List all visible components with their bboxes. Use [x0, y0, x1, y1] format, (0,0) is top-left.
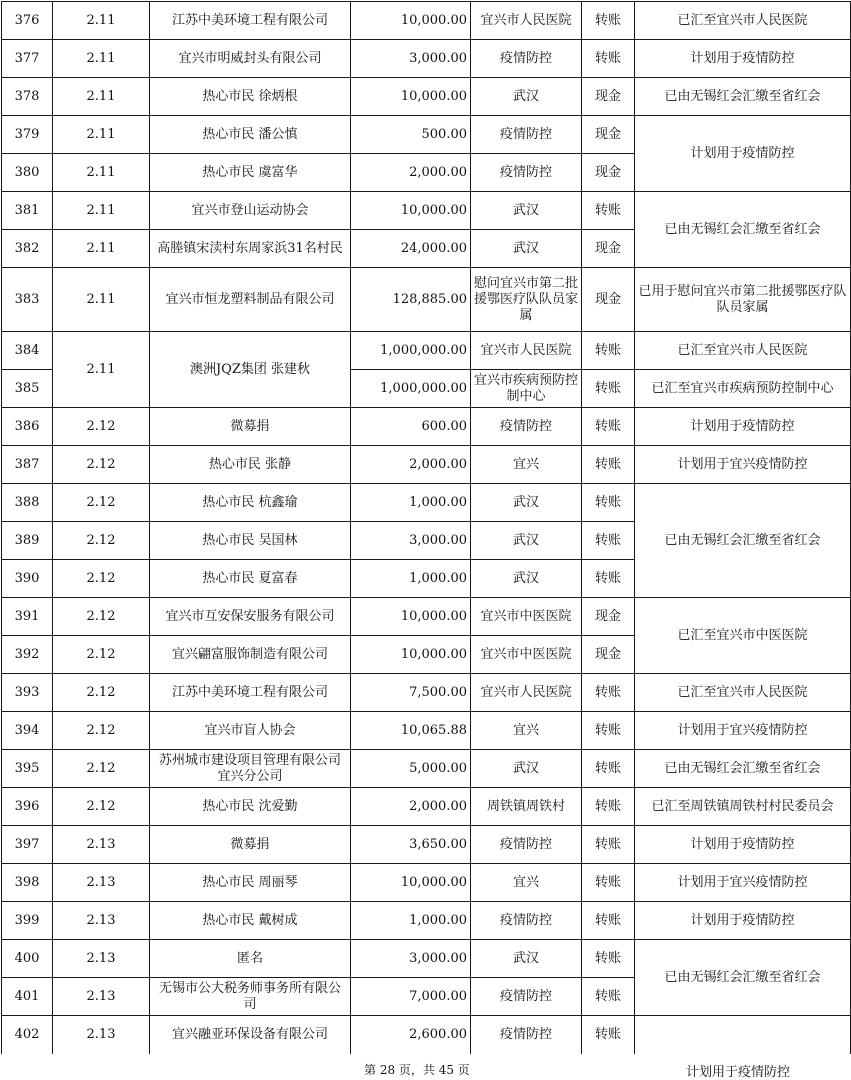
row-purpose: 慰问宜兴市第二批援鄂医疗队队员家属 [471, 268, 582, 332]
row-note: 已由无锡红会汇缴至省红会 [635, 750, 851, 788]
row-purpose: 宜兴 [471, 446, 582, 484]
row-number: 386 [2, 408, 53, 446]
row-method: 转账 [582, 940, 635, 978]
row-method: 转账 [582, 522, 635, 560]
row-amount: 3,000.00 [351, 522, 471, 560]
row-number: 395 [2, 750, 53, 788]
row-method: 转账 [582, 864, 635, 902]
row-amount: 10,000.00 [351, 192, 471, 230]
row-purpose: 宜兴 [471, 712, 582, 750]
row-method: 现金 [582, 268, 635, 332]
row-method: 转账 [582, 750, 635, 788]
row-donor: 匿名 [150, 940, 351, 978]
row-amount: 7,500.00 [351, 674, 471, 712]
row-date: 2.12 [53, 560, 150, 598]
row-amount: 600.00 [351, 408, 471, 446]
row-method: 转账 [582, 788, 635, 826]
row-date: 2.12 [53, 636, 150, 674]
row-method: 转账 [582, 2, 635, 40]
row-number: 377 [2, 40, 53, 78]
row-amount: 128,885.00 [351, 268, 471, 332]
row-date: 2.11 [53, 78, 150, 116]
row-date: 2.11 [53, 192, 150, 230]
row-purpose: 宜兴市人民医院 [471, 2, 582, 40]
row-donor: 热心市民 沈爱勤 [150, 788, 351, 826]
row-donor: 宜兴市恒龙塑料制品有限公司 [150, 268, 351, 332]
row-method: 现金 [582, 636, 635, 674]
row-note: 计划用于宜兴疫情防控 [635, 446, 851, 484]
row-purpose: 武汉 [471, 750, 582, 788]
table-row [2, 598, 851, 636]
row-method: 转账 [582, 484, 635, 522]
row-donor: 无锡市公大税务师事务所有限公司 [150, 978, 351, 1016]
row-amount: 10,000.00 [351, 636, 471, 674]
row-number: 402 [2, 1016, 53, 1054]
row-note: 已汇至宜兴市疾病预防控制中心 [635, 370, 851, 408]
table-row [2, 484, 851, 522]
row-number: 400 [2, 940, 53, 978]
table-row [2, 78, 851, 116]
row-note: 计划用于宜兴疫情防控 [635, 712, 851, 750]
row-note: 计划用于疫情防控 [635, 116, 851, 192]
row-method: 现金 [582, 230, 635, 268]
row-number: 381 [2, 192, 53, 230]
row-date: 2.11 [53, 230, 150, 268]
row-number: 394 [2, 712, 53, 750]
row-method: 现金 [582, 598, 635, 636]
row-purpose: 周铁镇周铁村 [471, 788, 582, 826]
row-donor: 高塍镇宋渎村东周家浜31名村民 [150, 230, 351, 268]
row-note: 计划用于疫情防控 [686, 1065, 791, 1080]
row-amount: 2,000.00 [351, 788, 471, 826]
row-date: 2.13 [53, 978, 150, 1016]
table-row [2, 192, 851, 230]
row-date: 2.12 [53, 484, 150, 522]
row-amount: 10,000.00 [351, 864, 471, 902]
row-note: 已由无锡红会汇缴至省红会 [635, 940, 851, 1016]
row-amount: 2,000.00 [351, 446, 471, 484]
row-purpose: 疫情防控 [471, 902, 582, 940]
row-note: 计划用于宜兴疫情防控 [635, 864, 851, 902]
row-method: 转账 [582, 826, 635, 864]
row-amount: 10,000.00 [351, 598, 471, 636]
row-note: 已汇至周铁镇周铁村村民委员会 [635, 788, 851, 826]
row-amount: 10,065.88 [351, 712, 471, 750]
row-note: 已汇至宜兴市中医医院 [635, 598, 851, 674]
row-purpose: 疫情防控 [471, 40, 582, 78]
row-number: 376 [2, 2, 53, 40]
row-note: 计划用于疫情防控 [635, 40, 851, 78]
row-purpose: 疫情防控 [471, 978, 582, 1016]
row-amount: 1,000,000.00 [351, 370, 471, 408]
row-number: 397 [2, 826, 53, 864]
row-purpose: 疫情防控 [471, 408, 582, 446]
row-method: 转账 [582, 1016, 635, 1054]
row-amount: 1,000.00 [351, 902, 471, 940]
row-donor: 热心市民 杭鑫瑜 [150, 484, 351, 522]
row-donor: 宜兴市登山运动协会 [150, 192, 351, 230]
row-note: 已汇至宜兴市人民医院 [635, 2, 851, 40]
donation-table [1, 1, 851, 1054]
row-date: 2.12 [53, 750, 150, 788]
table-row [2, 332, 851, 370]
row-donor: 江苏中美环境工程有限公司 [150, 2, 351, 40]
row-date: 2.12 [53, 712, 150, 750]
row-amount: 1,000.00 [351, 484, 471, 522]
row-note: 已汇至宜兴市人民医院 [635, 332, 851, 370]
row-amount: 3,000.00 [351, 940, 471, 978]
row-date: 2.12 [53, 446, 150, 484]
row-purpose: 宜兴市疾病预防控制中心 [471, 370, 582, 408]
row-purpose: 疫情防控 [471, 116, 582, 154]
row-number: 383 [2, 268, 53, 332]
row-number: 398 [2, 864, 53, 902]
row-number: 385 [2, 370, 53, 408]
row-number: 396 [2, 788, 53, 826]
row-amount: 1,000,000.00 [351, 332, 471, 370]
row-note: 已用于慰问宜兴市第二批援鄂医疗队队员家属 [635, 268, 851, 332]
row-method: 现金 [582, 154, 635, 192]
row-amount: 3,000.00 [351, 40, 471, 78]
row-date: 2.13 [53, 826, 150, 864]
row-donor: 热心市民 徐炳根 [150, 78, 351, 116]
row-note: 已由无锡红会汇缴至省红会 [635, 192, 851, 268]
row-method: 现金 [582, 116, 635, 154]
row-note: 已由无锡红会汇缴至省红会 [635, 484, 851, 598]
row-donor: 宜兴市明威封头有限公司 [150, 40, 351, 78]
row-method: 转账 [582, 674, 635, 712]
row-number: 382 [2, 230, 53, 268]
row-number: 393 [2, 674, 53, 712]
row-date: 2.11 [53, 2, 150, 40]
row-number: 389 [2, 522, 53, 560]
row-donor: 热心市民 虞富华 [150, 154, 351, 192]
row-date: 2.13 [53, 864, 150, 902]
row-number: 399 [2, 902, 53, 940]
row-amount: 2,000.00 [351, 154, 471, 192]
row-donor: 宜兴融亚环保设备有限公司 [150, 1016, 351, 1054]
table-row [2, 674, 851, 712]
row-method: 转账 [582, 978, 635, 1016]
row-amount: 10,000.00 [351, 78, 471, 116]
row-purpose: 武汉 [471, 192, 582, 230]
table-row [2, 750, 851, 788]
row-amount: 24,000.00 [351, 230, 471, 268]
table-row [2, 40, 851, 78]
row-number: 391 [2, 598, 53, 636]
row-date: 2.12 [53, 598, 150, 636]
row-date: 2.11 [53, 116, 150, 154]
row-donor: 热心市民 夏富春 [150, 560, 351, 598]
row-donor: 热心市民 潘公慎 [150, 116, 351, 154]
row-purpose: 疫情防控 [471, 826, 582, 864]
table-row [2, 446, 851, 484]
table-row [2, 826, 851, 864]
row-date: 2.11 [53, 332, 150, 408]
row-amount: 3,650.00 [351, 826, 471, 864]
row-number: 384 [2, 332, 53, 370]
row-number: 392 [2, 636, 53, 674]
row-method: 转账 [582, 40, 635, 78]
row-donor: 微募捐 [150, 826, 351, 864]
row-amount: 5,000.00 [351, 750, 471, 788]
row-method: 转账 [582, 902, 635, 940]
row-method: 转账 [582, 370, 635, 408]
table-row [2, 902, 851, 940]
table-row [2, 116, 851, 154]
row-donor: 宜兴市互安保安服务有限公司 [150, 598, 351, 636]
row-number: 387 [2, 446, 53, 484]
row-purpose: 宜兴 [471, 864, 582, 902]
row-purpose: 武汉 [471, 560, 582, 598]
table-row [2, 864, 851, 902]
row-amount: 1,000.00 [351, 560, 471, 598]
page-footer: 第 28 页，共 45 页 [364, 1063, 470, 1077]
row-method: 转账 [582, 712, 635, 750]
row-method: 转账 [582, 560, 635, 598]
row-number: 378 [2, 78, 53, 116]
row-donor: 澳洲JQZ集团 张建秋 [150, 332, 351, 408]
row-purpose: 宜兴市人民医院 [471, 674, 582, 712]
row-donor: 微募捐 [150, 408, 351, 446]
row-number: 401 [2, 978, 53, 1016]
row-note: 已由无锡红会汇缴至省红会 [635, 78, 851, 116]
table-row [2, 940, 851, 978]
row-donor: 宜兴市盲人协会 [150, 712, 351, 750]
table-row [2, 268, 851, 332]
row-purpose: 宜兴市中医医院 [471, 636, 582, 674]
row-date: 2.11 [53, 154, 150, 192]
row-purpose: 疫情防控 [471, 154, 582, 192]
row-note: 已汇至宜兴市人民医院 [635, 674, 851, 712]
row-amount: 7,000.00 [351, 978, 471, 1016]
row-method: 转账 [582, 192, 635, 230]
row-date: 2.11 [53, 40, 150, 78]
row-note: 计划用于疫情防控 [635, 408, 851, 446]
row-number: 390 [2, 560, 53, 598]
row-method: 现金 [582, 78, 635, 116]
row-purpose: 武汉 [471, 940, 582, 978]
row-date: 2.13 [53, 902, 150, 940]
row-donor: 热心市民 吴国林 [150, 522, 351, 560]
row-purpose: 宜兴市人民医院 [471, 332, 582, 370]
row-date: 2.12 [53, 408, 150, 446]
row-date: 2.12 [53, 788, 150, 826]
table-row [2, 2, 851, 40]
row-number: 380 [2, 154, 53, 192]
row-method: 转账 [582, 446, 635, 484]
row-note: 计划用于疫情防控 [635, 902, 851, 940]
row-purpose: 武汉 [471, 484, 582, 522]
row-donor: 热心市民 张静 [150, 446, 351, 484]
row-date: 2.12 [53, 674, 150, 712]
row-method: 转账 [582, 332, 635, 370]
table-row [2, 788, 851, 826]
table-row [2, 1016, 851, 1054]
row-amount: 2,600.00 [351, 1016, 471, 1054]
row-note: 计划用于疫情防控 [635, 826, 851, 864]
row-donor: 江苏中美环境工程有限公司 [150, 674, 351, 712]
table-row [2, 408, 851, 446]
row-note-partial [635, 1016, 851, 1054]
row-donor: 宜兴翩富服饰制造有限公司 [150, 636, 351, 674]
table-row [2, 712, 851, 750]
row-purpose: 武汉 [471, 230, 582, 268]
row-number: 379 [2, 116, 53, 154]
row-method: 转账 [582, 408, 635, 446]
row-number: 388 [2, 484, 53, 522]
row-amount: 10,000.00 [351, 2, 471, 40]
row-purpose: 武汉 [471, 78, 582, 116]
row-donor: 热心市民 周丽琴 [150, 864, 351, 902]
row-date: 2.12 [53, 522, 150, 560]
row-donor: 热心市民 戴树成 [150, 902, 351, 940]
row-purpose: 疫情防控 [471, 1016, 582, 1054]
row-date: 2.11 [53, 268, 150, 332]
row-amount: 500.00 [351, 116, 471, 154]
row-donor: 苏州城市建设项目管理有限公司宜兴分公司 [150, 750, 351, 788]
row-date: 2.13 [53, 1016, 150, 1054]
row-purpose: 武汉 [471, 522, 582, 560]
row-date: 2.13 [53, 940, 150, 978]
row-purpose: 宜兴市中医医院 [471, 598, 582, 636]
